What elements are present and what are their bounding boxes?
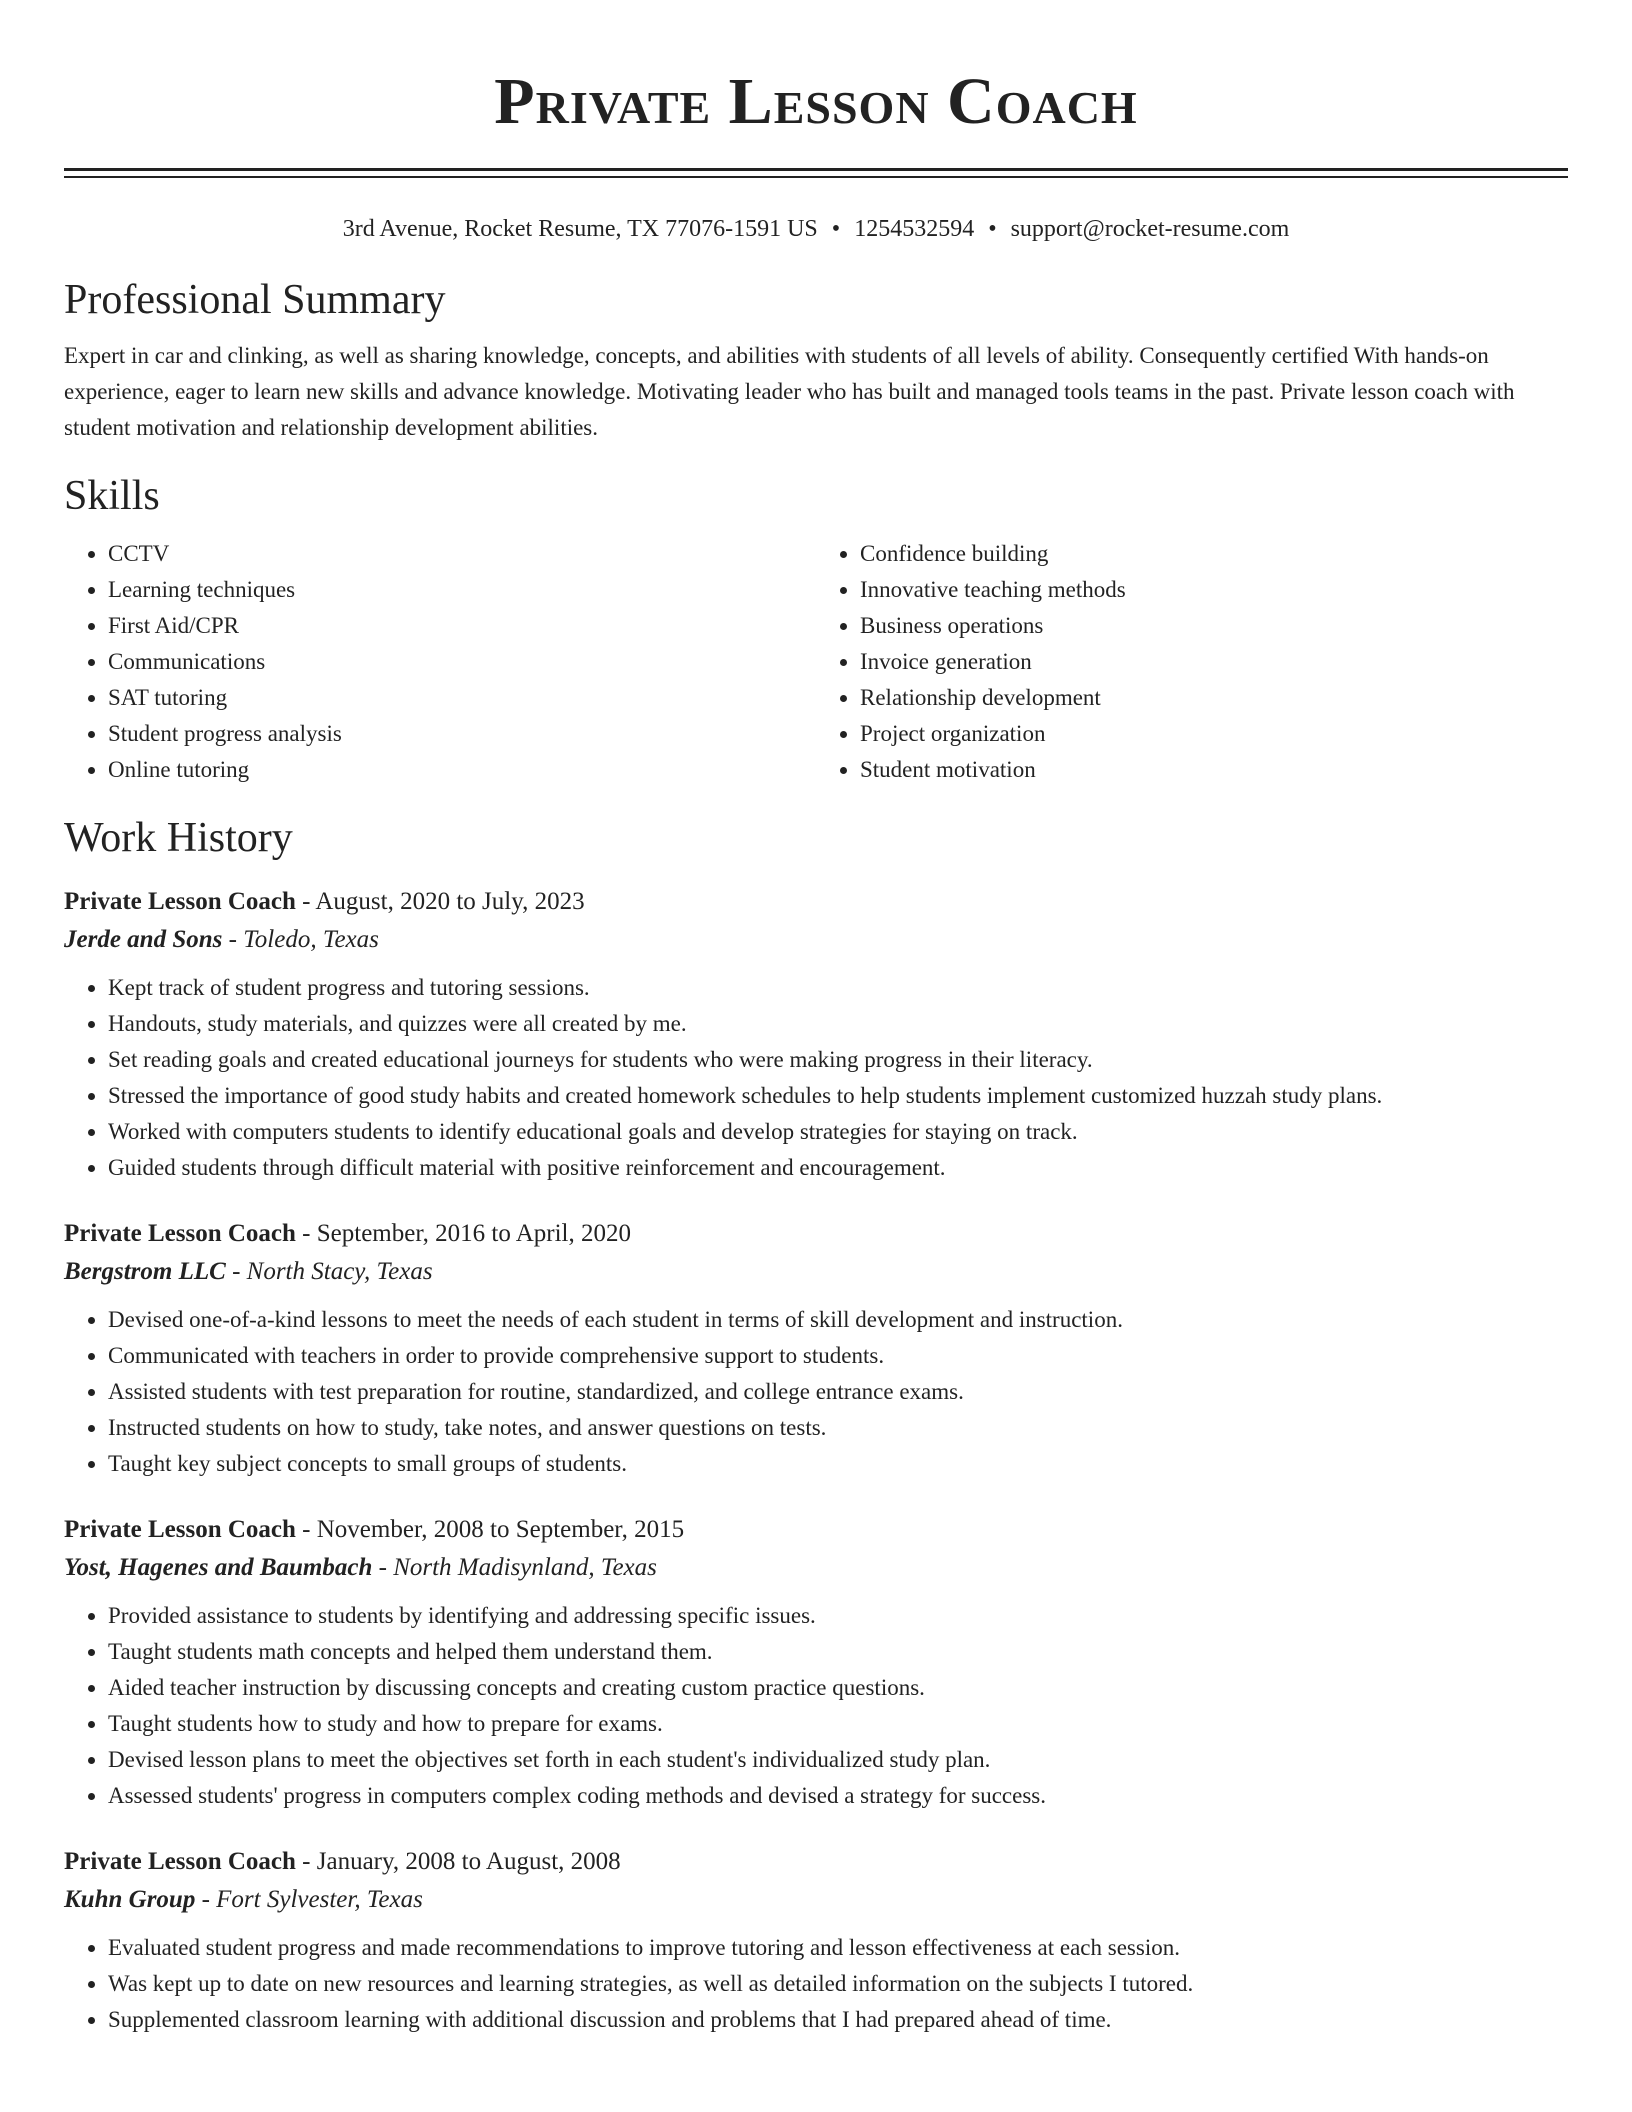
contact-separator: • [831, 216, 841, 242]
job-company-line [64, 1880, 1568, 1920]
job-bullet: • Instructed students on how to study, take notes, and answer questions on tests. [108, 1410, 1568, 1446]
skill-item: • Innovative teaching methods [860, 572, 1568, 608]
resume-page [64, 0, 1568, 2038]
job-bullet: • Taught students math concepts and helped them understand them. [108, 1634, 1568, 1670]
contact-phone: 1254532594 [854, 216, 975, 242]
job-bullet: • Stressed the importance of good study habits and created homework schedules to help students implement customized huzzah study plans. [108, 1078, 1568, 1114]
job-company: Kuhn Group [64, 1886, 196, 1913]
skill-item: • Student progress analysis [108, 716, 816, 752]
summary-heading: Professional Summary [64, 277, 446, 323]
job-bullets [64, 970, 1568, 1186]
skill-item: • Student motivation [860, 752, 1568, 788]
work-history-heading: Work History [64, 815, 293, 861]
job-location: - North Madisynland, Texas [372, 1554, 657, 1581]
skills-heading: Skills [64, 473, 160, 519]
job-bullet: • Worked with computers students to identify educational goals and develop strategies for staying on track. [108, 1114, 1568, 1150]
skill-item: • Communications [108, 644, 816, 680]
skill-item: • CCTV [108, 536, 816, 572]
job-bullet: • Devised one-of-a-kind lessons to meet the needs of each student in terms of skill development and instruction. [108, 1302, 1568, 1338]
skills-list-left [64, 536, 816, 788]
job-bullet: • Handouts, study materials, and quizzes were all created by me. [108, 1006, 1568, 1042]
job-dates: - September, 2016 to April, 2020 [295, 1220, 631, 1247]
skills-columns [64, 536, 1568, 788]
contact-separator: • [988, 216, 997, 242]
job-company-line [64, 920, 1568, 960]
job-title: Private Lesson Coach [64, 1220, 296, 1247]
job-bullets [64, 1302, 1568, 1482]
job-company-line [64, 1252, 1568, 1292]
job-bullet: • Taught students how to study and how to prepare for exams. [108, 1706, 1568, 1742]
job-title-line [64, 1844, 1568, 1880]
job-bullet: • Devised lesson plans to meet the objectives set forth in each student's individualized study plan. [108, 1742, 1568, 1778]
job-dates: - November, 2008 to September, 2015 [295, 1516, 685, 1543]
contact-email: support@rocket-resume.com [1010, 216, 1290, 242]
summary-text: Expert in car and clinking, as well as sharing knowledge, concepts, and abilities with students of all levels of ability. Consequently certified With hands-on experience, eager to learn new skills and advance knowledge. Motivating leader who has built and managed tools teams in the past. Private lesson coach with student motivation and relationship development abilities. [64, 343, 1515, 440]
job-bullets [64, 1930, 1568, 2038]
job-bullets [64, 1598, 1568, 1814]
job-title-line [64, 884, 1568, 920]
job-bullet: • Evaluated student progress and made recommendations to improve tutoring and lesson effectiveness at each session. [108, 1930, 1568, 1966]
skill-item: • Online tutoring [108, 752, 816, 788]
job-bullet: • Kept track of student progress and tutoring sessions. [108, 970, 1568, 1006]
job-bullet: • Assisted students with test preparation for routine, standardized, and college entrance exams. [108, 1374, 1568, 1410]
skill-item: • Project organization [860, 716, 1568, 752]
job-entry [64, 1216, 1568, 1482]
skill-item: • First Aid/CPR [108, 608, 816, 644]
job-company: Yost, Hagenes and Baumbach [64, 1554, 373, 1581]
job-entry [64, 1512, 1568, 1814]
title-divider-thick [64, 168, 1568, 171]
job-dates: - August, 2020 to July, 2023 [295, 888, 585, 915]
job-bullet: • Provided assistance to students by identifying and addressing specific issues. [108, 1598, 1568, 1634]
skill-item: • SAT tutoring [108, 680, 816, 716]
job-bullet: • Guided students through difficult material with positive reinforcement and encouragement. [108, 1150, 1568, 1186]
job-bullet: • Assessed students' progress in computers complex coding methods and devised a strategy for success. [108, 1778, 1568, 1814]
job-title-line [64, 1216, 1568, 1252]
job-company: Bergstrom LLC [64, 1258, 226, 1285]
job-bullet: • Set reading goals and created educational journeys for students who were making progress in their literacy. [108, 1042, 1568, 1078]
skill-item: • Confidence building [860, 536, 1568, 572]
resume-title: Private Lesson Coach [494, 65, 1138, 138]
job-bullet: • Communicated with teachers in order to provide comprehensive support to students. [108, 1338, 1568, 1374]
job-title: Private Lesson Coach [64, 1848, 296, 1875]
job-location: - North Stacy, Texas [225, 1258, 433, 1285]
job-company-line [64, 1548, 1568, 1588]
job-dates: - January, 2008 to August, 2008 [295, 1848, 621, 1875]
job-bullet: • Taught key subject concepts to small groups of students. [108, 1446, 1568, 1482]
skill-item: • Learning techniques [108, 572, 816, 608]
skill-item: • Relationship development [860, 680, 1568, 716]
contact-line [64, 212, 1568, 246]
skill-item: • Invoice generation [860, 644, 1568, 680]
title-divider-thin [64, 176, 1568, 178]
job-title: Private Lesson Coach [64, 888, 296, 915]
job-bullet: • Aided teacher instruction by discussing concepts and creating custom practice questions. [108, 1670, 1568, 1706]
skill-item: • Business operations [860, 608, 1568, 644]
job-location: - Fort Sylvester, Texas [195, 1886, 423, 1913]
skills-list-right [816, 536, 1568, 788]
job-entry [64, 884, 1568, 1186]
contact-address: 3rd Avenue, Rocket Resume, TX 77076-1591 US [342, 216, 818, 242]
job-bullet: • Supplemented classroom learning with additional discussion and problems that I had prepared ahead of time. [108, 2002, 1568, 2038]
job-entry [64, 1844, 1568, 2038]
job-bullet: • Was kept up to date on new resources and learning strategies, as well as detailed information on the subjects I tutored. [108, 1966, 1568, 2002]
job-title: Private Lesson Coach [64, 1516, 296, 1543]
job-location: - Toledo, Texas [222, 926, 379, 953]
job-title-line [64, 1512, 1568, 1548]
job-company: Jerde and Sons [64, 926, 223, 953]
